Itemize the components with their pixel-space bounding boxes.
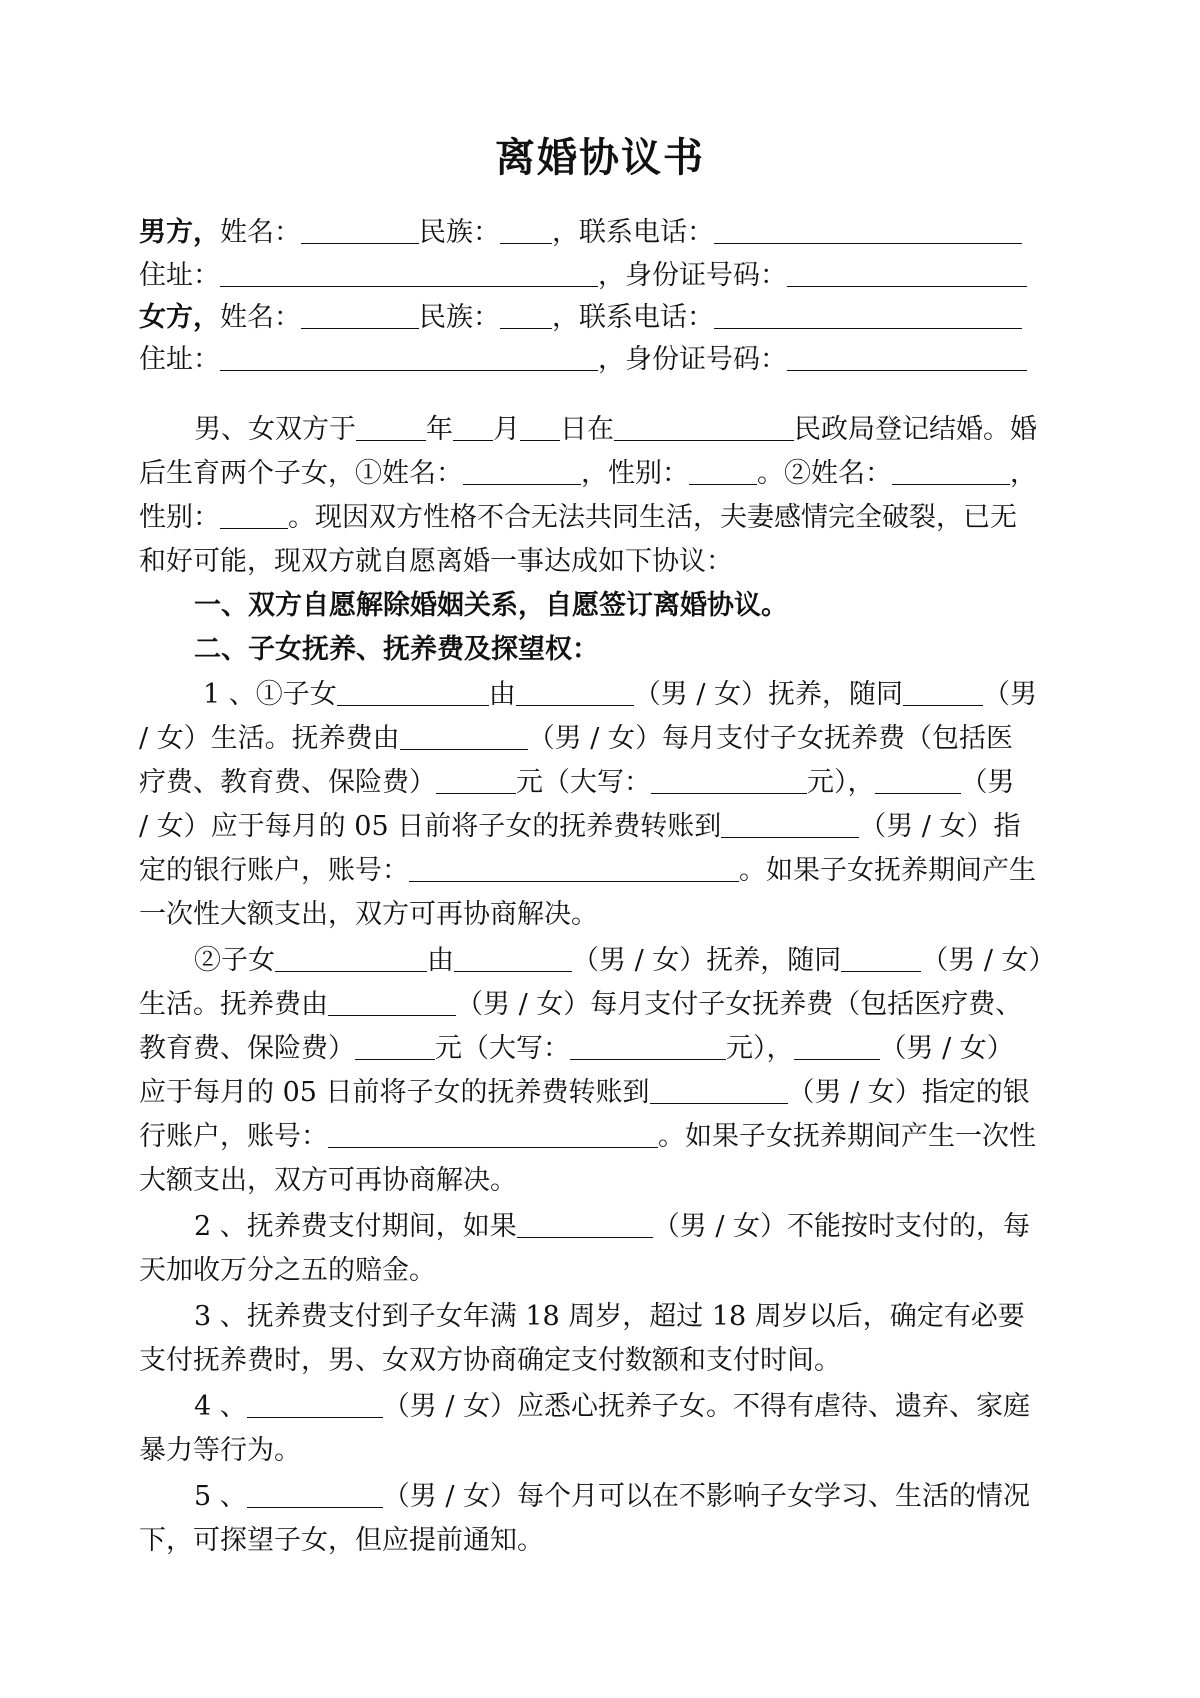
male-name-field[interactable] bbox=[301, 213, 419, 244]
clause4-line-1 bbox=[139, 1385, 1065, 1429]
intro-text: 。现因双方性格不合无法共同生活，夫妻感情完全破裂，已无 bbox=[288, 502, 1017, 533]
intro-line-4: 和好可能，现双方就自愿离婚一事达成如下协议： bbox=[139, 546, 733, 577]
section-2-heading: 二、子女抚养、抚养费及探望权： bbox=[194, 634, 599, 665]
child1-gender-field[interactable] bbox=[689, 454, 757, 485]
male-info-line bbox=[139, 211, 1065, 255]
child2-name-field[interactable] bbox=[892, 454, 1010, 485]
intro-text: 日在 bbox=[560, 414, 614, 445]
intro-line-1 bbox=[139, 408, 1065, 452]
clause-text: 教育费、保险费） bbox=[139, 1033, 355, 1064]
male-id-field[interactable] bbox=[787, 256, 1027, 287]
clause2-line-2: 天加收万分之五的赔金。 bbox=[139, 1255, 436, 1286]
intro-text: 月 bbox=[493, 414, 520, 445]
phone-label: ，联系电话： bbox=[552, 217, 714, 248]
intro-text: 后生育两个子女，①姓名： bbox=[139, 458, 463, 489]
marriage-year-field[interactable] bbox=[356, 410, 426, 441]
clause1-line-1 bbox=[139, 673, 1065, 717]
late-payer-field[interactable] bbox=[517, 1207, 653, 1238]
child2-live-with-field[interactable] bbox=[841, 941, 921, 972]
clause-text: 5 、 bbox=[194, 1481, 247, 1512]
child2-custodian-field[interactable] bbox=[454, 941, 572, 972]
clause1b-line-5 bbox=[139, 1115, 1065, 1159]
female-ethnicity-field[interactable] bbox=[500, 298, 552, 329]
male-address-field[interactable] bbox=[220, 256, 598, 287]
clause-text: 元（大写： bbox=[516, 767, 651, 798]
male-label: 男方， bbox=[139, 217, 220, 248]
clause-text: （男 / 女）每月支付子女抚养费（包括医疗费、 bbox=[456, 989, 1023, 1020]
visitor-field[interactable] bbox=[247, 1477, 383, 1508]
clause5-line-2: 下，可探望子女，但应提前通知。 bbox=[139, 1525, 544, 1556]
female-address-line bbox=[139, 338, 1065, 382]
intro-line-2 bbox=[139, 452, 1065, 496]
clause-text: 1 、①子女 bbox=[203, 679, 337, 710]
caregiver-field[interactable] bbox=[247, 1387, 383, 1418]
male-ethnicity-field[interactable] bbox=[500, 213, 552, 244]
clause-text: （男 / 女） bbox=[879, 1033, 1014, 1064]
clause-text: （男 / 女）每个月可以在不影响子女学习、生活的情况 bbox=[382, 1481, 1031, 1512]
child2-gender-field[interactable] bbox=[220, 498, 288, 529]
clause-text: （男 / 女）指 bbox=[859, 811, 1021, 842]
clause-text: （男 / 女）抚养，随同 bbox=[572, 945, 842, 976]
name-label: 姓名： bbox=[220, 217, 301, 248]
clause-text: （男 / 女）应悉心抚养子女。不得有虐待、遗弃、家庭 bbox=[382, 1391, 1031, 1422]
intro-text: ， bbox=[1010, 458, 1037, 489]
clause1-line-2 bbox=[139, 717, 1065, 761]
clause3-line-1: 3 、抚养费支付到子女年满 18 周岁，超过 18 周岁以后，确定有必要 bbox=[194, 1301, 1025, 1332]
clause-text: 元（大写： bbox=[435, 1033, 570, 1064]
id-label: ，身份证号码： bbox=[598, 260, 787, 291]
female-info-line bbox=[139, 296, 1065, 340]
clause5-line-1 bbox=[139, 1475, 1065, 1519]
clause-text: / 女）应于每月的 05 日前将子女的抚养费转账到 bbox=[139, 811, 722, 842]
clause-text: 元）， bbox=[726, 1033, 794, 1064]
intro-line-3 bbox=[139, 496, 1065, 540]
clause1b-line-1 bbox=[139, 939, 1065, 983]
child2-payer-field[interactable] bbox=[328, 985, 456, 1016]
intro-text: 民政局登记结婚。婚 bbox=[794, 414, 1037, 445]
clause2-line-1 bbox=[139, 1205, 1065, 1249]
ethnicity-label: 民族： bbox=[419, 217, 500, 248]
clause-text: （男 bbox=[960, 767, 1015, 798]
clause-text: 生活。抚养费由 bbox=[139, 989, 328, 1020]
clause1-line-4 bbox=[139, 805, 1065, 849]
child1-account-number-field[interactable] bbox=[409, 851, 739, 882]
female-address-field[interactable] bbox=[220, 340, 598, 371]
clause-text: （男 / 女）每月支付子女抚养费（包括医 bbox=[527, 723, 1013, 754]
clause-text: 4 、 bbox=[194, 1391, 247, 1422]
child2-account-number-field[interactable] bbox=[328, 1117, 658, 1148]
child2-amount-words-field[interactable] bbox=[570, 1029, 726, 1060]
clause-text: （男 / 女）不能按时支付的，每 bbox=[652, 1211, 1031, 1242]
section-1-heading: 一、双方自愿解除婚姻关系，自愿签订离婚协议。 bbox=[194, 590, 788, 621]
intro-text: ，性别： bbox=[581, 458, 689, 489]
clause1b-line-4 bbox=[139, 1071, 1065, 1115]
address-label: 住址： bbox=[139, 260, 220, 291]
clause1-line-6: 一次性大额支出，双方可再协商解决。 bbox=[139, 899, 598, 930]
child1-amount-field[interactable] bbox=[436, 763, 516, 794]
clause-text: 。如果子女抚养期间产生一次性 bbox=[658, 1121, 1036, 1152]
document-title: 离婚协议书 bbox=[495, 134, 705, 181]
clause1b-line-3 bbox=[139, 1027, 1065, 1071]
child2-recipient-field[interactable] bbox=[650, 1073, 788, 1104]
clause-text: / 女）生活。抚养费由 bbox=[139, 723, 400, 754]
clause-text: 定的银行账户，账号： bbox=[139, 855, 409, 886]
female-phone-field[interactable] bbox=[714, 298, 1022, 329]
child1-name-field[interactable] bbox=[463, 454, 581, 485]
child1-transfer-payer-field[interactable] bbox=[875, 763, 961, 794]
address-label: 住址： bbox=[139, 344, 220, 375]
clause-text: 。如果子女抚养期间产生 bbox=[739, 855, 1036, 886]
intro-text: 性别： bbox=[139, 502, 220, 533]
phone-label: ，联系电话： bbox=[552, 302, 714, 333]
male-phone-field[interactable] bbox=[714, 213, 1022, 244]
intro-text: 。②姓名： bbox=[757, 458, 892, 489]
ethnicity-label: 民族： bbox=[419, 302, 500, 333]
female-name-field[interactable] bbox=[301, 298, 419, 329]
clause1-line-5 bbox=[139, 849, 1065, 893]
child2-amount-field[interactable] bbox=[355, 1029, 435, 1060]
child2-transfer-payer-field[interactable] bbox=[794, 1029, 880, 1060]
clause1-line-3 bbox=[139, 761, 1065, 805]
clause-text: 2 、抚养费支付期间，如果 bbox=[194, 1211, 517, 1242]
child1-live-with-field[interactable] bbox=[903, 675, 983, 706]
clause1b-line-2 bbox=[139, 983, 1065, 1027]
clause-text: 应于每月的 05 日前将子女的抚养费转账到 bbox=[139, 1077, 650, 1108]
clause1b-line-6: 大额支出，双方可再协商解决。 bbox=[139, 1165, 517, 1196]
clause4-line-2: 暴力等行为。 bbox=[139, 1435, 301, 1466]
female-label: 女方， bbox=[139, 302, 220, 333]
child2-custody-name-field[interactable] bbox=[275, 941, 427, 972]
intro-text: 男、女双方于 bbox=[194, 414, 356, 445]
clause-text: （男 bbox=[983, 679, 1038, 710]
intro-text: 年 bbox=[426, 414, 453, 445]
child1-custodian-field[interactable] bbox=[516, 675, 634, 706]
child1-payer-field[interactable] bbox=[400, 719, 528, 750]
clause-text: （男 / 女）抚养，随同 bbox=[633, 679, 904, 710]
marriage-month-field[interactable] bbox=[453, 410, 493, 441]
marriage-day-field[interactable] bbox=[520, 410, 560, 441]
female-id-field[interactable] bbox=[787, 340, 1027, 371]
child1-recipient-field[interactable] bbox=[721, 807, 859, 838]
name-label: 姓名： bbox=[220, 302, 301, 333]
clause-text: 由 bbox=[427, 945, 454, 976]
civil-affairs-bureau-field[interactable] bbox=[614, 410, 794, 441]
clause-text: 由 bbox=[488, 679, 516, 710]
clause-text: 元）， bbox=[807, 767, 875, 798]
child1-amount-words-field[interactable] bbox=[651, 763, 807, 794]
male-address-line bbox=[139, 254, 1065, 298]
child1-custody-name-field[interactable] bbox=[337, 675, 489, 706]
clause-text: （男 / 女） bbox=[921, 945, 1056, 976]
clause-text: （男 / 女）指定的银 bbox=[787, 1077, 1030, 1108]
clause-text: ②子女 bbox=[194, 945, 275, 976]
clause-text: 行账户，账号： bbox=[139, 1121, 328, 1152]
id-label: ，身份证号码： bbox=[598, 344, 787, 375]
clause3-line-2: 支付抚养费时，男、女双方协商确定支付数额和支付时间。 bbox=[139, 1345, 841, 1376]
clause-text: 疗费、教育费、保险费） bbox=[139, 767, 436, 798]
